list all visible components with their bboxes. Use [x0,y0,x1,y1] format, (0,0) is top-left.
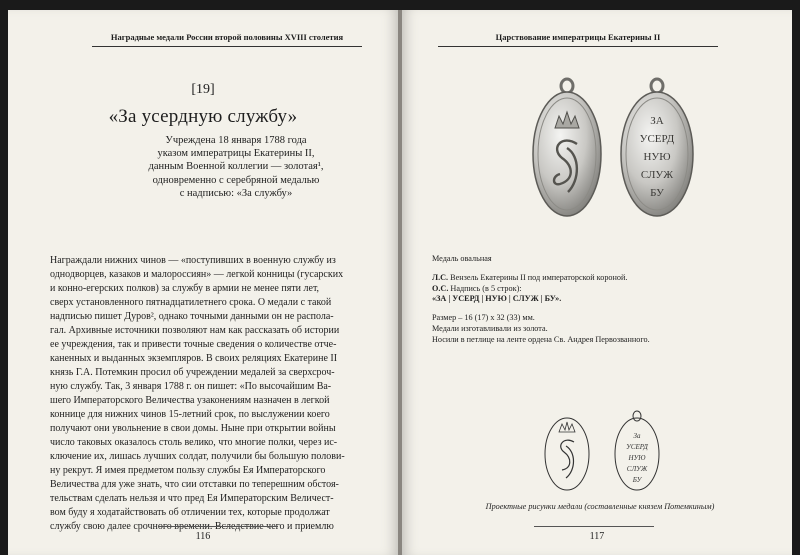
left-page-number: 116 [195,531,211,542]
body-line: надписью пишет Дуров², однако точными данными он не распола- [50,311,334,322]
body-line: Величества для уже знать, что сии отставки по теперешним обстоя- [50,479,339,490]
drawing-reverse-line: БУ [632,476,642,484]
body-line: князь Г.А. Потемкин просил об учреждении медалей за сверхсроч- [50,367,335,378]
reverse-label: О.С. [432,283,449,293]
left-page [8,10,398,555]
body-line: каненных и выданных экземпляров. В своих реляциях Екатерине II [50,353,338,364]
reverse-inscription: «ЗА | УСЕРД | НУЮ | СЛУЖ | БУ». [432,294,562,304]
medal-size: Размер – 16 (17) х 32 (33) мм. [432,313,535,323]
drawing-reverse-line: НУЮ [628,454,646,462]
intro-line: данным Военной коллегии — золотая¹, [148,161,324,173]
medal-wear: Носили в петлице на ленте ордена Св. Андрея Первозванного. [432,334,650,344]
obverse-text: Вензель Екатерины II под императорской короной. [450,272,628,282]
right-page [402,10,792,555]
medal-shape-label: Медаль овальная [432,254,492,263]
body-line: число таковых оказалось столь велико, что многие полки, через ис- [50,437,338,448]
drawing-caption: Проектные рисунки медали (составленные князем Потемкиным) [485,502,715,511]
body-line: ее учреждения, так и привести точные сведения о количестве отче- [50,339,337,350]
medal-title: «За усердную службу» [108,106,298,127]
body-line: однодворцев, казаков и малороссиян» — легкой конницы (гусарских [50,269,344,280]
body-line: гал. Архивные источники позволяют нам как рассказать об истории [50,325,340,336]
medal-reverse-line: СЛУЖ [640,169,674,181]
body-line: коннице для нижних чинов 15-летний срок, по выслужении коего [50,409,330,420]
left-running-head: Наградные медали России второй половины XVIII столетия [92,30,362,44]
medal-reverse-line: УСЕРД [639,133,675,145]
intro-line: Учреждена 18 января 1788 года [165,135,307,146]
medal-photo [522,76,702,226]
drawing-reverse-line: За [633,432,641,440]
intro-line: с надписью: «За службу» [179,187,293,199]
body-line: ную службу. Так, 3 января 1788 г. он пишет: «По высочайшим Ва- [50,381,332,392]
body-line: шего Императорского Величества узаконениям назначен в легкой [50,395,330,406]
obverse-line [432,273,772,284]
body-line: сверх установленного пятнадцатилетнего срока. О медали с такой [50,297,332,308]
body-line: ключение их, лишась лучших солдат, получили бы большую полови- [50,451,345,462]
folio-rule [534,526,654,527]
body-line: службу свою далее срочного времени. Вследствие чего и приемлю [50,521,334,532]
reverse-text: Надпись (в 5 строк): [450,283,522,293]
medal-obverse [533,79,601,216]
medal-description [432,254,772,346]
intro-paragraph [138,134,334,200]
body-line: и конно-егерских полков) за службу в армии не менее пяти лет, [50,283,320,294]
body-text [50,254,380,534]
body-line: получают они увольнение в свои домы. Ныне при открытии войны [50,423,336,434]
body-line: вом буду я ходатайствовать об отличении тех, которые продолжат [50,507,330,518]
intro-line: указом императрицы Екатерины II, [157,148,315,160]
medal-reverse [621,79,693,216]
body-line: ну рекрут. Я имея предметом пользу службы Ея Императорского [50,465,326,476]
drawing-obverse [545,418,589,490]
medal-material: Медали изготавливали из золота. [432,323,548,333]
body-line: тельствам сделать нельзя и что пред Ея Императорским Величест- [50,493,334,504]
drawing-reverse-line: СЛУЖ [626,465,648,473]
medal-number: [19] [191,82,215,97]
medal-reverse-line: НУЮ [643,151,671,163]
right-page-number: 117 [589,531,605,542]
drawing-reverse-line: УСЕРД [626,443,648,451]
obverse-label: Л.С. [432,272,449,282]
body-line: Награждали нижних чинов — «поступивших в военную службу из [50,255,336,266]
intro-line: одновременно с серебряной медалью [152,174,320,186]
reverse-line [432,284,772,295]
medal-reverse-line: БУ [650,187,664,199]
folio-rule [158,526,278,527]
right-running-head: Царствование императрицы Екатерины II [438,30,718,44]
design-drawings [532,408,672,492]
drawing-reverse [615,411,659,490]
medal-reverse-line: ЗА [650,115,664,127]
